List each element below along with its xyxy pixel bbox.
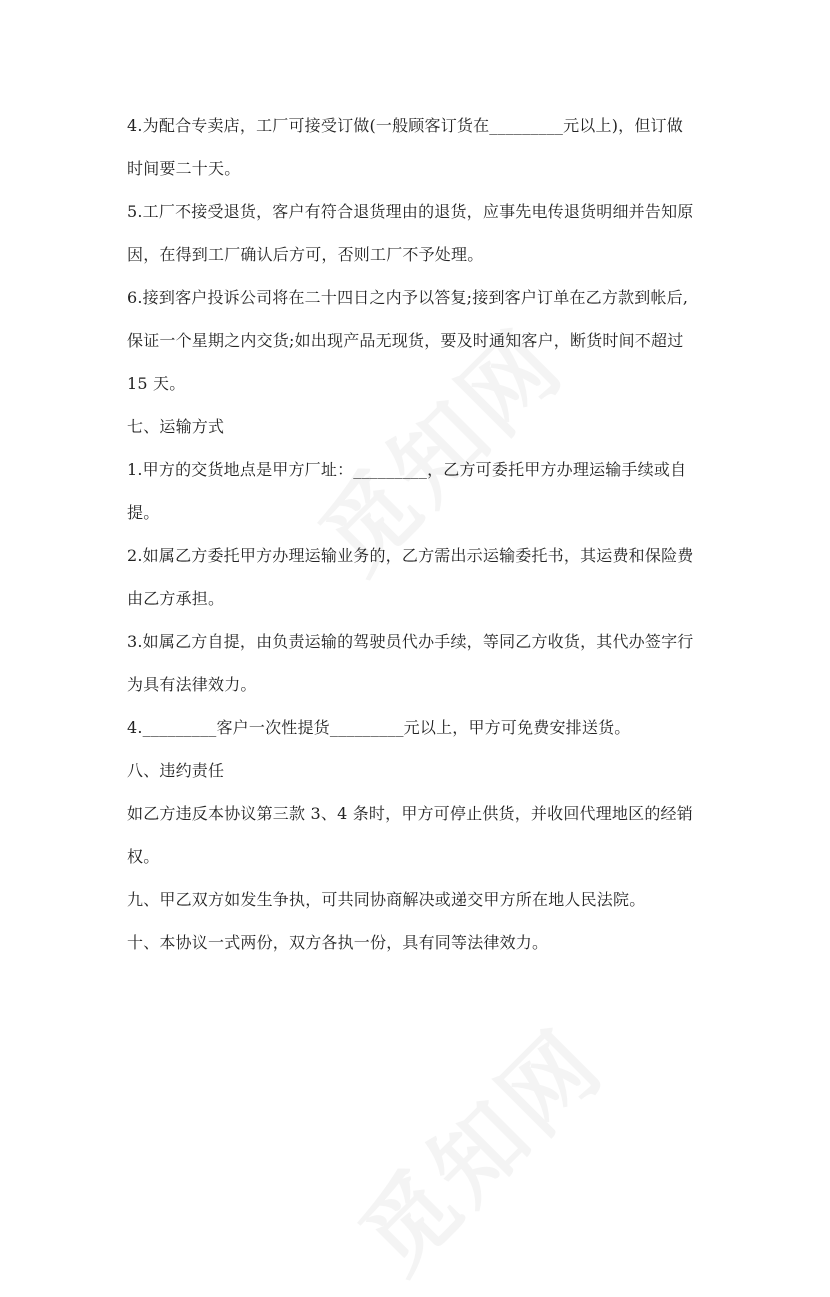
section-heading-transport: 七、运输方式 [127,417,225,436]
breach-line-2: 权。 [127,847,160,866]
document-body [127,104,712,964]
transport-1-line-1: 1.甲方的交货地点是甲方厂址：_________，乙方可委托甲方办理运输手续或自 [127,460,687,479]
transport-2-line-1: 2.如属乙方委托甲方办理运输业务的，乙方需出示运输委托书，其运费和保险费 [127,546,694,565]
transport-4-line-1: 4._________客户一次性提货_________元以上，甲方可免费安排送货。 [127,718,631,737]
clause-4-line-1: 4.为配合专卖店，工厂可接受订做(一般顾客订货在_________元以上)，但订做 [127,116,683,135]
section-9-disputes: 九、甲乙双方如发生争执，可共同协商解决或递交甲方所在地人民法院。 [127,890,646,909]
clause-6-line-1: 6.接到客户投诉公司将在二十四日之内予以答复;接到客户订单在乙方款到帐后, [127,288,689,307]
clause-4-line-2: 时间要二十天。 [127,159,241,178]
clause-5-line-1: 5.工厂不接受退货，客户有符合退货理由的退货，应事先电传退货明细并告知原 [127,202,694,221]
clause-6-line-2: 保证一个星期之内交货;如出现产品无现货，要及时通知客户，断货时间不超过 [127,331,684,350]
transport-3-line-1: 3.如属乙方自提，由负责运输的驾驶员代办手续，等同乙方收货，其代办签字行 [127,632,694,651]
clause-6-line-3: 15 天。 [127,374,186,393]
transport-3-line-2: 为具有法律效力。 [127,675,257,694]
section-10-copies: 十、本协议一式两份，双方各执一份，具有同等法律效力。 [127,933,549,952]
watermark [326,995,627,1296]
section-heading-breach: 八、违约责任 [127,761,225,780]
transport-2-line-2: 由乙方承担。 [127,589,225,608]
clause-5-line-2: 因，在得到工厂确认后方可，否则工厂不予处理。 [127,245,484,264]
breach-line-1: 如乙方违反本协议第三款 3、4 条时，甲方可停止供货，并收回代理地区的经销 [127,804,693,823]
transport-1-line-2: 提。 [127,503,160,522]
